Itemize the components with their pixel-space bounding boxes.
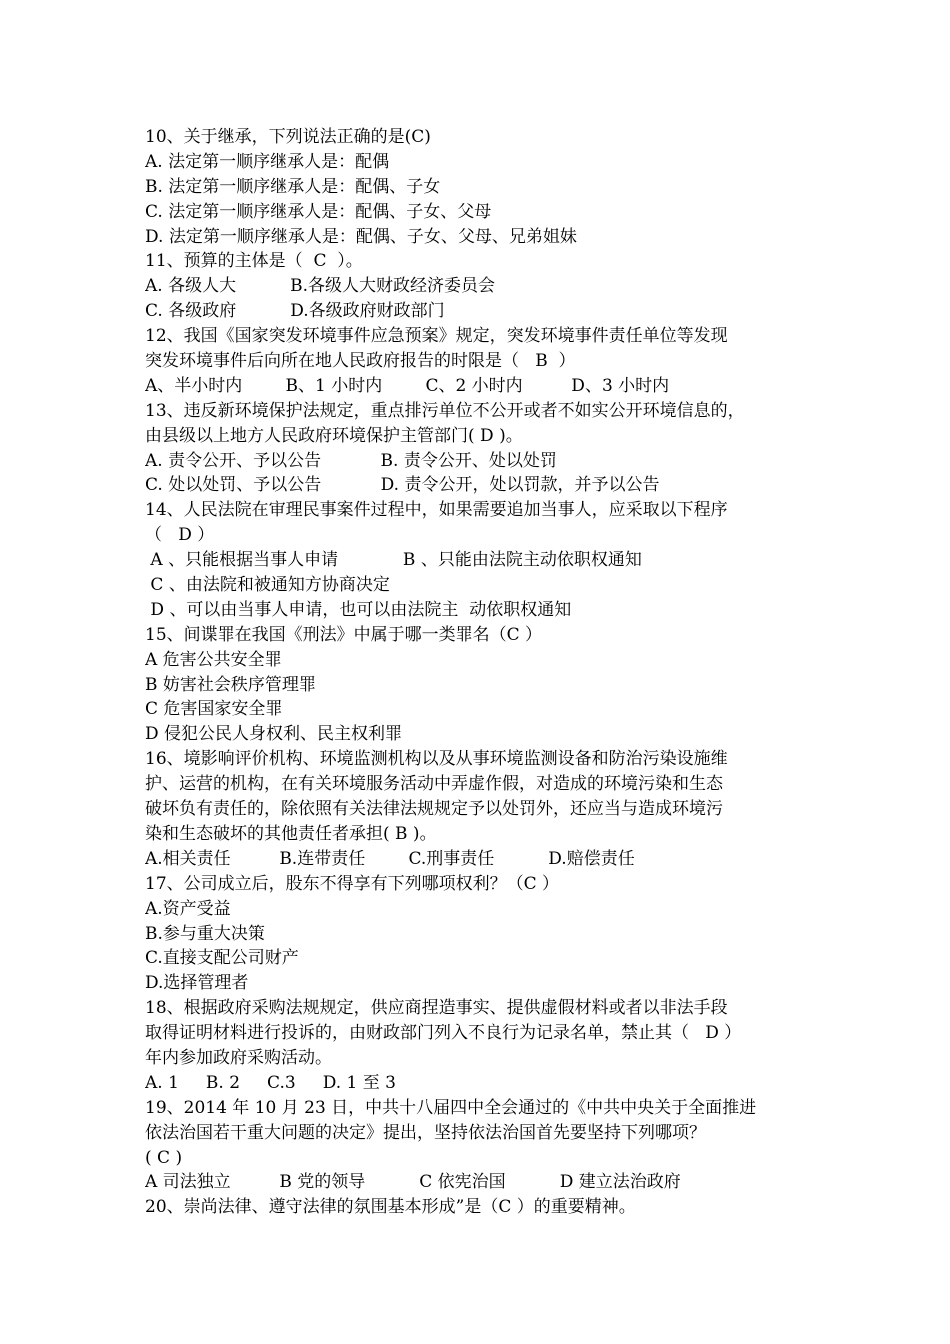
- q13-options-cd: C. 处以处罚、予以公告 D. 责令公开，处以罚款，并予以公告: [145, 475, 660, 496]
- q11-options-ab: A. 各级人大 B.各级人大财政经济委员会: [145, 276, 496, 297]
- q17-option-b: B.参与重大决策: [145, 923, 265, 944]
- q18-stem-line2: 取得证明材料进行投诉的，由财政部门列入不良行为记录名单，禁止其（ D ）: [145, 1023, 742, 1044]
- q18-stem-line3: 年内参加政府采购活动。: [145, 1047, 332, 1068]
- q17-option-d: D.选择管理者: [145, 973, 249, 994]
- q10-option-d: D. 法定第一顺序继承人是：配偶、子女、父母、兄弟姐妹: [145, 226, 577, 247]
- q15-option-d: D 侵犯公民人身权利、民主权利罪: [145, 724, 403, 745]
- q19-stem-line2: 依法治国若干重大问题的决定》提出，坚持依法治国首先要坚持下列哪项？: [145, 1122, 706, 1143]
- q17-option-a: A.资产受益: [145, 898, 231, 919]
- q15-stem: 15、间谍罪在我国《刑法》中属于哪一类罪名（C ）: [145, 624, 543, 645]
- q19-stem-line1: 19、2014 年 10 月 23 日，中共十八届四中全会通过的《中共中央关于全面推进: [145, 1097, 757, 1118]
- q16-options: A.相关责任 B.连带责任 C.刑事责任 D.赔偿责任: [145, 848, 635, 869]
- q14-stem-line2: （ D ）: [145, 525, 215, 546]
- q14-option-c: C 、由法院和被通知方协商决定: [145, 575, 390, 596]
- q18-stem-line1: 18、根据政府采购法规规定，供应商捏造事实、提供虚假材料或者以非法手段: [145, 998, 728, 1019]
- q10-option-c: C. 法定第一顺序继承人是：配偶、子女、父母: [145, 201, 492, 222]
- q10-option-a: A. 法定第一顺序继承人是：配偶: [145, 151, 390, 172]
- q17-option-c: C.直接支配公司财产: [145, 948, 299, 969]
- q15-option-c: C 危害国家安全罪: [145, 699, 283, 720]
- q16-stem-line3: 破坏负有责任的，除依照有关法律法规规定予以处罚外，还应当与造成环境污: [145, 799, 723, 820]
- q19-answer: ( C ): [145, 1147, 183, 1168]
- q16-stem-line2: 护、运营的机构，在有关环境服务活动中弄虚作假，对造成的环境污染和生态: [145, 774, 723, 795]
- q12-stem-line1: 12、我国《国家突发环境事件应急预案》规定，突发环境事件责任单位等发现: [145, 326, 728, 347]
- q14-options-ab: A 、只能根据当事人申请 B 、只能由法院主动依职权通知: [145, 550, 642, 571]
- q15-option-b: B 妨害社会秩序管理罪: [145, 674, 316, 695]
- q13-stem-line1: 13、违反新环境保护法规定，重点排污单位不公开或者不如实公开环境信息的，: [145, 400, 745, 421]
- q14-option-d: D 、可以由当事人申请，也可以由法院主 动依职权通知: [145, 599, 572, 620]
- q15-option-a: A 危害公共安全罪: [145, 649, 282, 670]
- q16-stem-line1: 16、境影响评价机构、环境监测机构以及从事环境监测设备和防治污染设施维: [145, 749, 728, 770]
- q11-options-cd: C. 各级政府 D.各级政府财政部门: [145, 301, 445, 322]
- q13-options-ab: A. 责令公开、予以公告 B. 责令公开、处以处罚: [145, 450, 557, 471]
- q14-stem-line1: 14、人民法院在审理民事案件过程中，如果需要追加当事人，应采取以下程序: [145, 500, 728, 521]
- q10-option-b: B. 法定第一顺序继承人是：配偶、子女: [145, 176, 441, 197]
- document-page: [145, 125, 825, 1220]
- q12-options: A、半小时内 B、1 小时内 C、2 小时内 D、3 小时内: [145, 375, 670, 396]
- q11-stem: 11、预算的主体是（ C ）。: [145, 251, 363, 272]
- q10-stem: 10、关于继承，下列说法正确的是(C): [145, 127, 431, 147]
- q17-stem: 17、公司成立后，股东不得享有下列哪项权利？（C ）: [145, 873, 560, 894]
- q16-stem-line4: 染和生态破坏的其他责任者承担( B )。: [145, 823, 437, 844]
- q18-options: A. 1 B. 2 C.3 D. 1 至 3: [145, 1072, 396, 1093]
- q13-stem-line2: 由县级以上地方人民政府环境保护主管部门( D )。: [145, 425, 523, 446]
- q12-stem-line2: 突发环境事件后向所在地人民政府报告的时限是（ B ）: [145, 351, 576, 372]
- q19-options: A 司法独立 B 党的领导 C 依宪治国 D 建立法治政府: [145, 1172, 681, 1193]
- q20-stem: 20、崇尚法律、遵守法律的氛围基本形成”是（C ）的重要精神。: [145, 1197, 636, 1218]
